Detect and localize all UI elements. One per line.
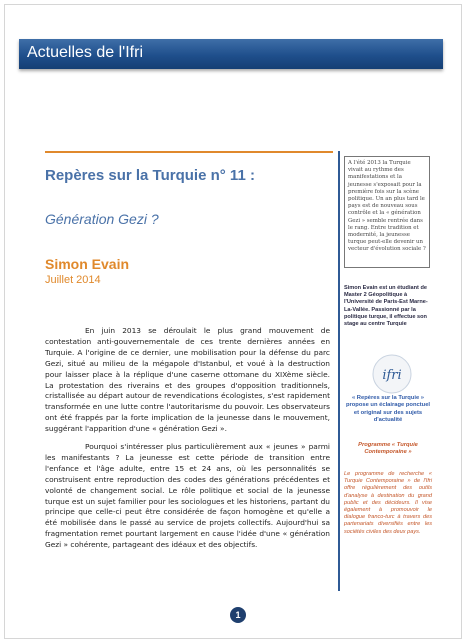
program-title: Programme « Turquie Contemporaine » (358, 442, 418, 456)
article-title: Repères sur la Turquie n° 11 : (45, 167, 255, 184)
horizontal-rule (45, 151, 333, 153)
body-paragraph-1: En juin 2013 se déroulait le plus grand mouvement de contestation anti-gouvernementale de ces trente dernières années en Turquie. A l'origine de ce dernier, une mobilisation pour la défense du parc Gezi, situé au milieu de la mégapole d'Istanbul, et voué à la destruction pour laisser place à la réplique d'une caserne ottomane du XIXème siècle. La protestation des riverains et des groupes d'opposition traditionnels, cristallisée au départ autour de revendications écologistes, s'est rapidement transformée en une lutte contre l'autoritarisme du pouvoir. Les observateurs ont été frappés par la forte implication de la jeunesse dans le mouvement, suggérant l'apparition d'une « génération Gezi ». (45, 326, 330, 434)
author-bio: Simon Evain est un étudiant de Master 2 Géopolitique à l'Université de Paris-Est Marne-La-Vallée. Passionné par la politique turque, il effectue son stage au centre Turquie (344, 285, 428, 328)
author-name: Simon Evain (45, 256, 130, 272)
document-page (4, 4, 462, 639)
series-description: « Repères sur la Turquie » propose un éclairage ponctuel et original sur des sujets d'actualité (345, 395, 431, 424)
logo-text: ifri (382, 368, 402, 383)
program-description: Le programme de recherche « Turquie Contemporaine » de l'Ifri offre régulièrement des outils d'analyse à destination du grand public et des décideurs. Il vise également à promouvoir le dialogue franco-turc à travers des partenariats diversifiés entre les sociétés civiles des deux pays. (344, 471, 432, 535)
article-subtitle: Génération Gezi ? (45, 211, 159, 227)
page-number: 1 (230, 607, 246, 623)
ifri-logo-icon (371, 353, 413, 395)
publication-date: Juillet 2014 (45, 274, 101, 286)
body-paragraph-2: Pourquoi s'intéresser plus particulièrement aux « jeunes » parmi les manifestants ? La jeunesse est cette période de transition entre l'enfance et l'âge adulte, entre 15 et 24 ans, où les personnalités se construisent entre reproduction des codes des générations précédentes et volonté de changement social. Le rôle politique et social de la jeunesse turque est un sujet familier pour les sociologues et les historiens, partant du principe que celle-ci peut être considérée de façon homogène et qu'elle a été mobilisée dans le passé au service de projets collectifs. Aujourd'hui sa fragmentation remet pourtant largement en cause l'idée d'une « génération Gezi » cohérente, partageant des idéaux et des objectifs. (45, 442, 330, 550)
vertical-rule (338, 151, 340, 591)
header-title: Actuelles de l'Ifri (27, 44, 143, 61)
header-banner (19, 39, 443, 69)
summary-box: A l'été 2013 la Turquie vivait au rythme des manifestations et la jeunesse s'exposait pour la première fois sur la scène politique. Un an plus tard le pays est de nouveau sous contrôle et la « génération Gezi » semble rentrée dans le rang. Entre tradition et modernité, la jeunesse turque peut-elle devenir un vecteur d'évolution sociale ? (344, 156, 430, 268)
